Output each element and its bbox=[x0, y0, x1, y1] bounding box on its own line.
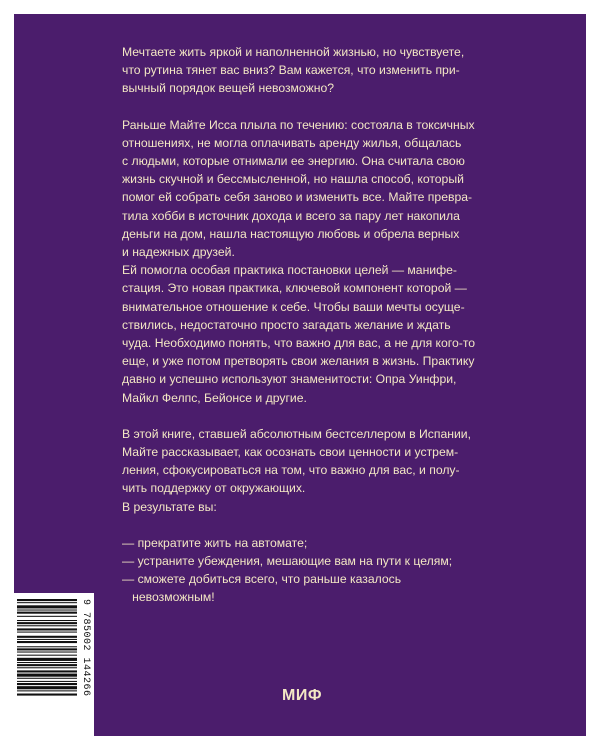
result-list bbox=[122, 534, 544, 607]
paragraph-book: В этой книге, ставшей абсолютным бестселлером в Испании, Майте рассказывает, как осознать свои ценности и устрем- ления, сфокусироваться на том, что важно для вас, и полу- чить поддержку от окружающих. bbox=[122, 426, 471, 496]
book-description bbox=[122, 43, 544, 607]
paragraph-story: Раньше Майте Исса плыла по течению: состояла в токсичных отношениях, не могла оплачивать аренду жилья, общалась с людьми, которые отнимали ее энергию. Она считала свою жизнь скучной и бессмысленной, но нашла способ, который помог ей собрать себя заново и изменить все. Майте превра- тила хобби в источник дохода и всего за пару лет накопила деньги на дом, нашла настоящую любовь и обрела верных и надежных друзей. bbox=[122, 117, 475, 260]
publisher-logo: МИФ bbox=[282, 687, 322, 704]
paragraph-practice: Ей помогла особая практика постановки целей — манифе- стация. Это новая практика, ключевой компонент которой — внимательное отношение к себе. Чтобы ваши мечты осуще- ствились, недостаточно просто загадать желание и ждать чуда. Необходимо понять, что важно для вас, а не для кого-то еще, и уже потом претворять свои желания в жизнь. Практику давно и успешно используют знаменитости: Опра Уинфри, Майкл Фелпс, Бейонсе и другие. bbox=[122, 263, 476, 405]
list-item: — сможете добиться всего, что раньше казалось невозможным! bbox=[122, 572, 402, 605]
barcode-bars bbox=[17, 597, 77, 732]
paragraph-result: В результате вы: bbox=[122, 499, 217, 514]
barcode bbox=[14, 593, 94, 736]
paragraph-intro: Мечтаете жить яркой и наполненной жизнью, но чувствуете, что рутина тянет вас вниз? Вам кажется, что изменить при- вычный порядок вещей невозможно? bbox=[122, 45, 465, 96]
list-item: — устраните убеждения, мешающие вам на пути к целям; bbox=[122, 554, 453, 569]
barcode-number: 9 785002 144266 bbox=[80, 599, 91, 697]
list-item: — прекратите жить на автомате; bbox=[122, 535, 308, 550]
